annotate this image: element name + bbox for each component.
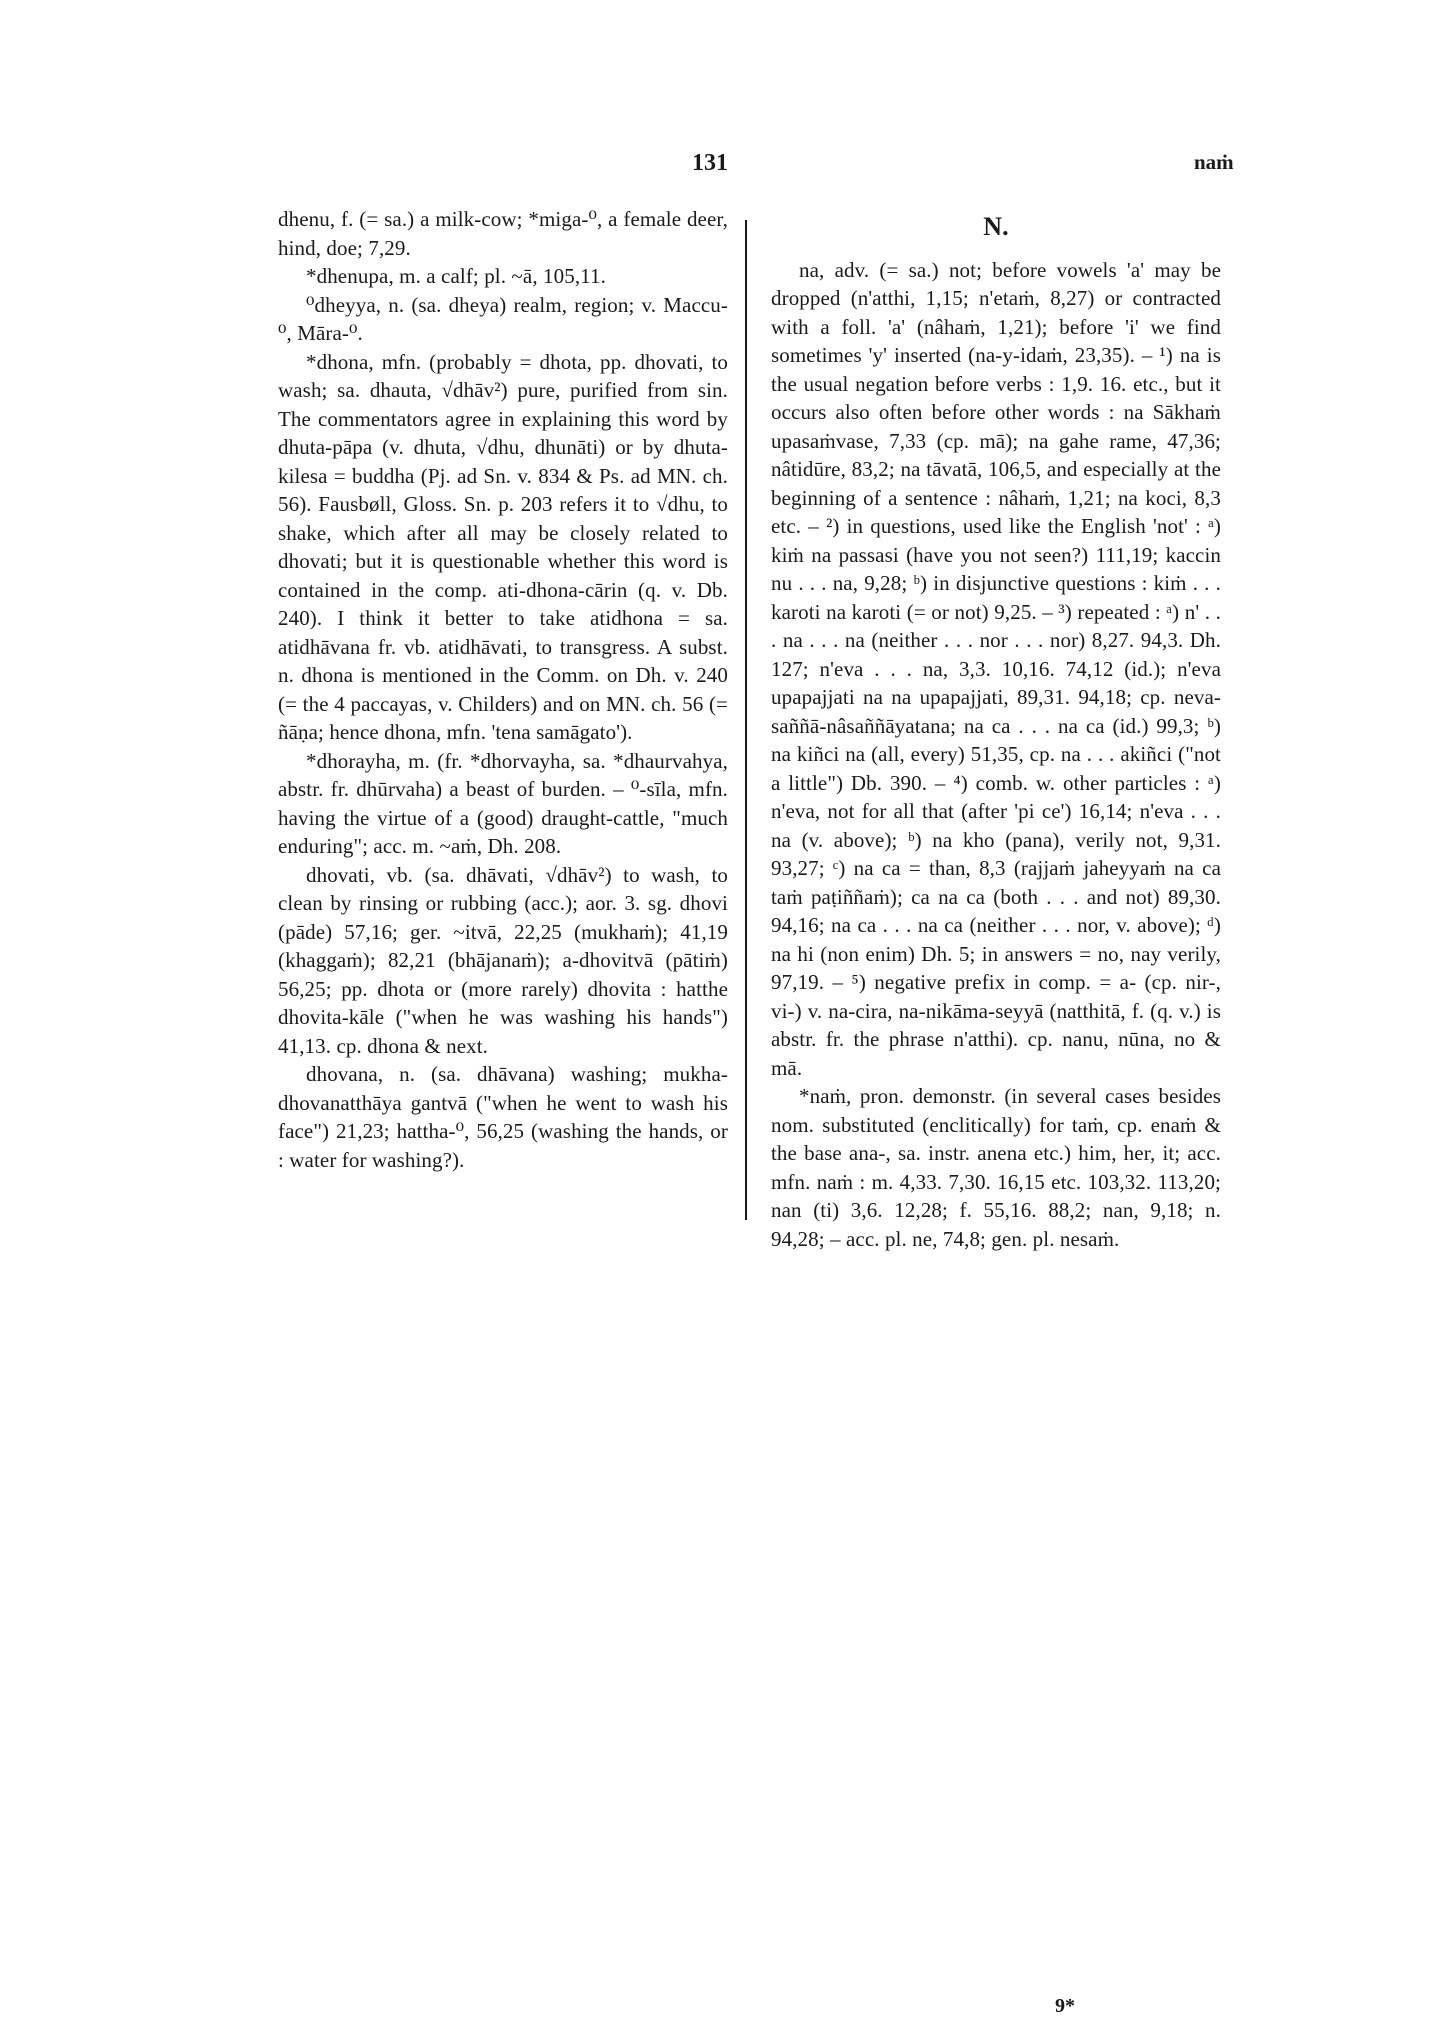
column-divider bbox=[745, 220, 747, 1220]
signature-mark: 9* bbox=[1055, 1995, 1075, 2017]
section-letter: N. bbox=[983, 212, 1009, 241]
entry-dhona: *dhona, mfn. (probably = dhota, pp. dhovati, to wash; sa. dhauta, √dhāv²) pure, purified from sin. The commentators agree in explaining this word by dhuta-pāpa (v. dhuta, √dhu, dhunāti) or by dhuta-kilesa = buddha (Pj. ad Sn. v. 834 & Ps. ad MN. ch. 56). Fausbøll, Gloss. Sn. p. 203 refers it to √dhu, to shake, which after all may be closely related to dhovati; but it is questionable whether this word is contained in the comp. ati-dhona-cārin (q. v. Db. 240). I think it better to take atidhona = sa. atidhāvana fr. vb. atidhāvati, to transgress. A subst. n. dhona is mentioned in the Comm. on Dh. v. 240 (= the 4 paccayas, v. Childers) and on MN. ch. 56 (= ñāṇa; hence dhona, mfn. 'tena samāgato'). bbox=[278, 349, 728, 744]
entry-dhenupa: *dhenupa, m. a calf; pl. ~ā, 105,11. bbox=[306, 264, 606, 288]
entry-dhorayha: *dhorayha, m. (fr. *dhorvayha, sa. *dhaurvahya, abstr. fr. dhūrvaha) a beast of burden. – ⁰-sīla, mfn. having the virtue of a (good) draught-cattle, "much enduring"; acc. m. ~aṁ, Dh. 208. bbox=[278, 748, 728, 858]
entry-nam: *naṁ, pron. demonstr. (in several cases besides nom. substituted (enclitically) for taṁ, cp. enaṁ & the base ana-, sa. instr. anena etc.) him, her, it; acc. mfn. naṁ : m. 4,33. 7,30. 16,15 etc. 103,32. 113,20; nan (ti) 3,6. 12,28; f. 55,16. 88,2; nan, 9,18; n. 94,28; – acc. pl. ne, 74,8; gen. pl. nesaṁ. bbox=[771, 1084, 1221, 1251]
right-column bbox=[771, 205, 1221, 1253]
entry-dhenu: dhenu, f. (= sa.) a milk-cow; *miga-⁰, a female deer, hind, doe; 7,29. bbox=[278, 207, 728, 260]
left-column bbox=[278, 205, 728, 1174]
entry-dhovana: dhovana, n. (sa. dhāvana) washing; mukha-dhovanatthāya gantvā ("when he went to wash his face") 21,23; hattha-⁰, 56,25 (washing the hands, or : water for washing?). bbox=[278, 1062, 728, 1172]
page-number: 131 bbox=[692, 150, 728, 176]
entry-dheyya: ⁰dheyya, n. (sa. dheya) realm, region; v. Maccu-⁰, Māra-⁰. bbox=[278, 292, 728, 345]
entry-na: na, adv. (= sa.) not; before vowels 'a' may be dropped (n'atthi, 1,15; n'etaṁ, 8,27) or contracted with a foll. 'a' (nâhaṁ, 1,21); before 'i' we find sometimes 'y' inserted (na-y-idaṁ, 23,35). – ¹) na is the usual negation before verbs : 1,9. 16. etc., but it occurs also often before other words : na Sākhaṁ upasaṁvase, 7,33 (cp. mā); na gahe rame, 47,36; nâtidūre, 83,2; na tāvatā, 106,5, and especially at the beginning of a sentence : nâhaṁ, 1,21; na koci, 8,3 etc. – ²) in questions, used like the English 'not' : ᵃ) kiṁ na passasi (have you not seen?) 111,19; kaccin nu . . . na, 9,28; ᵇ) in disjunctive questions : kiṁ . . . karoti na karoti (= or not) 9,25. – ³) repeated : ᵃ) n' . . . na . . . na (neither . . . nor . . . nor) 8,27. 94,3. Dh. 127; n'eva . . . na, 3,3. 10,16. 74,12 (id.); n'eva upapajjati na na upapajjati, 89,31. 94,18; cp. neva-saññā-nâsaññāyatana; na ca . . . na ca (id.) 99,3; ᵇ) na kiñci na (all, every) 51,35, cp. na . . . akiñci ("not a little") Db. 390. – ⁴) comb. w. other particles : ᵃ) n'eva, not for all that (after 'pi ce') 16,14; n'eva . . . na (v. above); ᵇ) na kho (pana), verily not, 9,31. 93,27; ᶜ) na ca = than, 8,3 (rajjaṁ jaheyyaṁ na ca taṁ paṭiññaṁ); ca na ca (both . . . and not) 89,30. 94,16; na ca . . . na ca (neither . . . nor, v. above); ᵈ) na hi (non enim) Dh. 5; in answers = no, nay verily, 97,19. – ⁵) negative prefix in comp. = a- (cp. nir-, vi-) v. na-cira, na-nikāma-seyyā (natthitā, f. (q. v.) is abstr. fr. the phrase n'atthi). cp. nanu, nūna, no & mā. bbox=[771, 257, 1221, 1080]
entry-dhovati: dhovati, vb. (sa. dhāvati, √dhāv²) to wash, to clean by rinsing or rubbing (acc.); aor. 3. sg. dhovi (pāde) 57,16; ger. ~itvā, 22,25 (mukhaṁ); 41,19 (khaggaṁ); 82,21 (bhājanaṁ); a-dhovitvā (pātiṁ) 56,25; pp. dhota or (more rarely) dhovita : hatthe dhovita-kāle ("when he was washing his hands") 41,13. cp. dhona & next. bbox=[278, 862, 728, 1058]
running-head: naṁ bbox=[1194, 150, 1234, 174]
